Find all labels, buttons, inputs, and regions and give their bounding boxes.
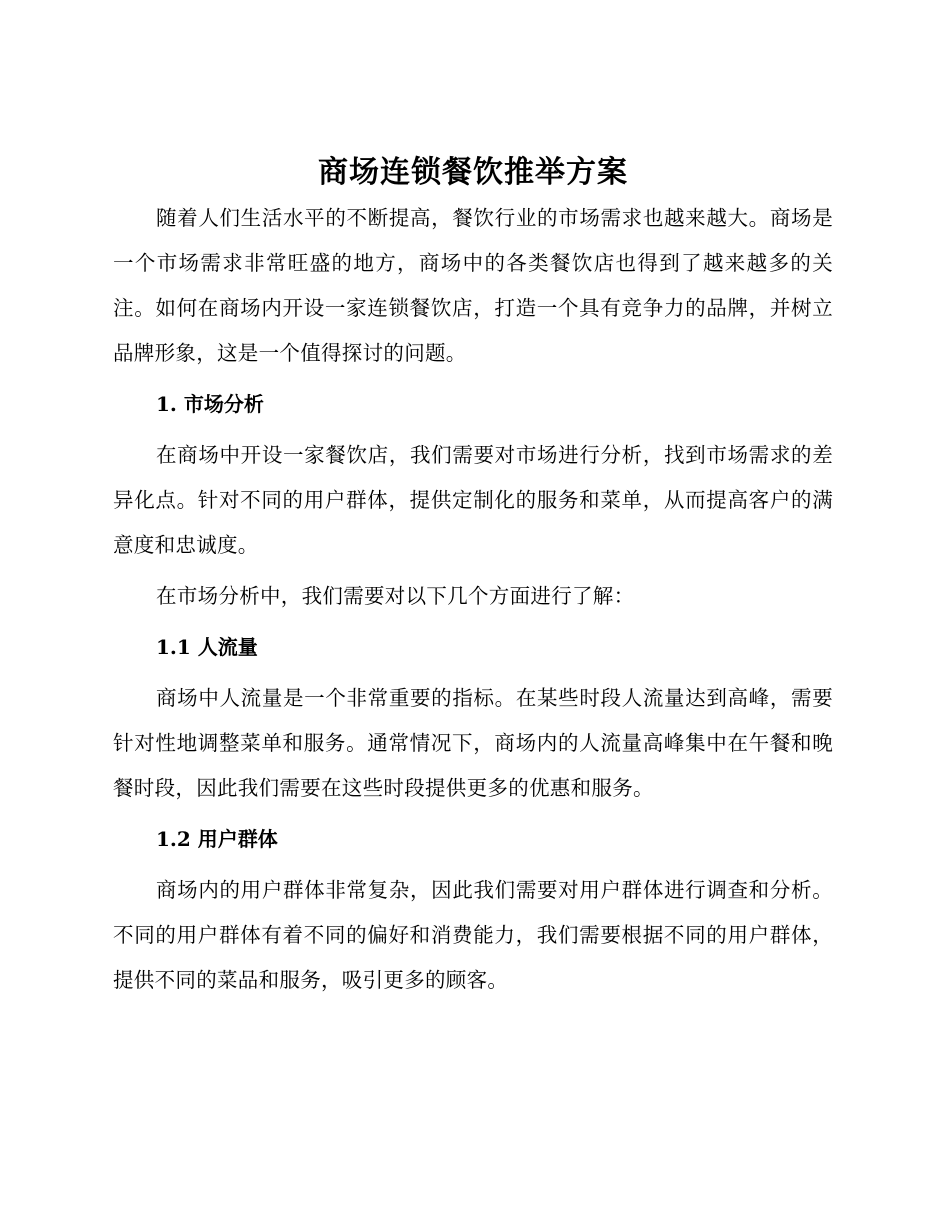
market-analysis-paragraph: 在商场中开设一家餐饮店，我们需要对市场进行分析，找到市场需求的差异化点。针对不同的用户群体，提供定制化的服务和菜单，从而提高客户的满意度和忠诚度。	[113, 443, 833, 557]
section-heading-user-groups: 1.2 用户群体	[156, 827, 278, 851]
intro-paragraph: 随着人们生活水平的不断提高，餐饮行业的市场需求也越来越大。商场是一个市场需求非常旺盛的地方，商场中的各类餐饮店也得到了越来越多的关注。如何在商场内开设一家连锁餐饮店，打造一个具有竞争力的品牌，并树立品牌形象，这是一个值得探讨的问题。	[113, 206, 833, 365]
market-analysis-aspects-paragraph: 在市场分析中，我们需要对以下几个方面进行了解：	[156, 584, 635, 608]
user-groups-paragraph: 商场内的用户群体非常复杂，因此我们需要对用户群体进行调查和分析。不同的用户群体有着不同的偏好和消费能力，我们需要根据不同的用户群体，提供不同的菜品和服务，吸引更多的顾客。	[113, 878, 833, 992]
section-heading-market-analysis: 1. 市场分析	[156, 392, 264, 416]
document-body	[113, 150, 833, 1003]
page-title: 商场连锁餐饮推举方案	[318, 155, 628, 190]
foot-traffic-paragraph: 商场中人流量是一个非常重要的指标。在某些时段人流量达到高峰，需要针对性地调整菜单和服务。通常情况下，商场内的人流量高峰集中在午餐和晚餐时段，因此我们需要在这些时段提供更多的优惠和服务。	[113, 686, 833, 800]
section-heading-foot-traffic: 1.1 人流量	[156, 635, 258, 659]
